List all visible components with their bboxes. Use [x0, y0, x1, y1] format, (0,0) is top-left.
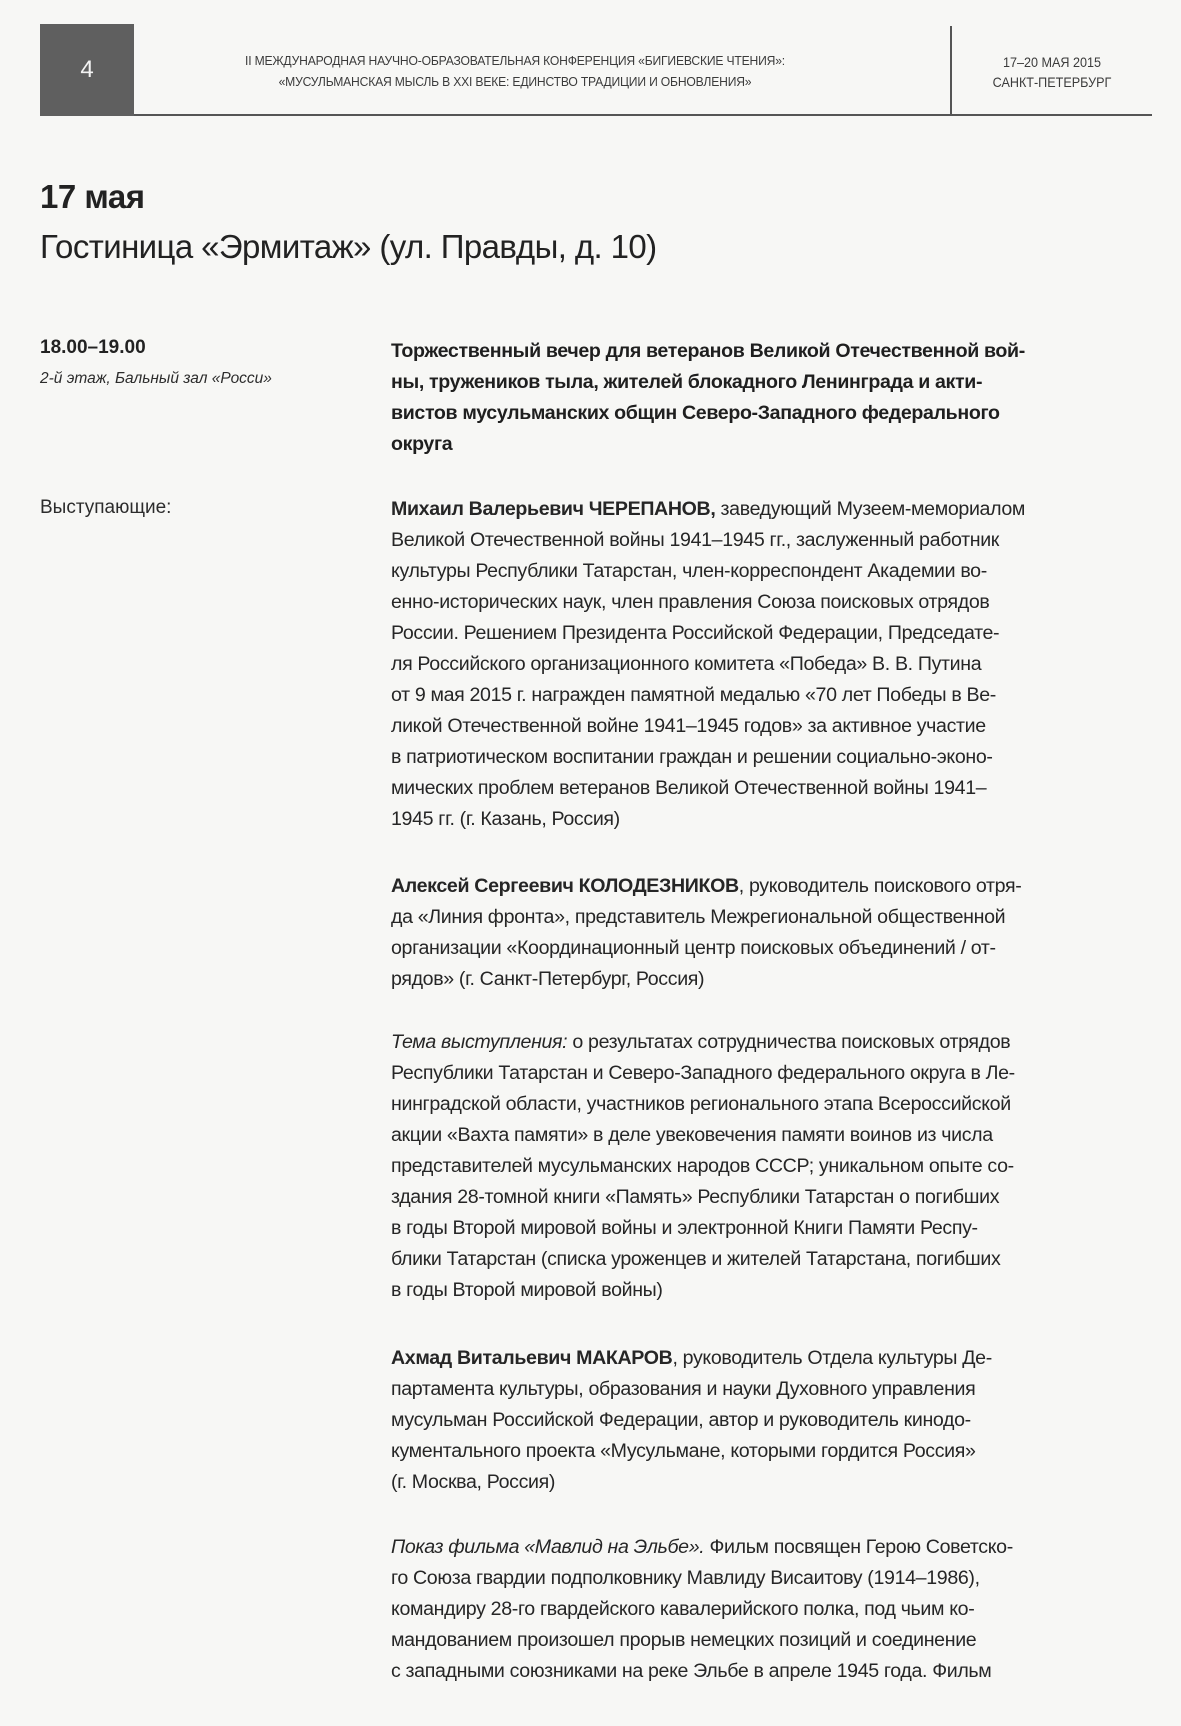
- speaker-makarov: [391, 1343, 1156, 1498]
- session-title-line: округа: [391, 433, 453, 455]
- bio-line: ля Российского организационного комитета «Победа» В. В. Путина: [391, 653, 982, 675]
- session-title-line: Торжественный вечер для ветеранов Великой Отечественной вой-: [391, 340, 1025, 362]
- topic-line: блики Татарстан (списка уроженцев и жителей Татарстана, погибших: [391, 1248, 1001, 1270]
- film-line: с западными союзниками на реке Эльбе в апреле 1945 года. Фильм: [391, 1660, 992, 1682]
- bio-line: в патриотическом воспитании граждан и решении социально-эконо-: [391, 746, 993, 768]
- bio-line: 1945 гг. (г. Казань, Россия): [391, 808, 620, 830]
- header-divider: [134, 114, 1152, 116]
- film-desc-start: Фильм посвящен Герою Советско-: [704, 1536, 1013, 1558]
- speaker-name: Ахмад Витальевич МАКАРОВ: [391, 1347, 673, 1369]
- conference-date-place: [962, 52, 1142, 92]
- speaker-bio-start: , руководитель Отдела культуры Де-: [672, 1347, 992, 1369]
- bio-line: кументального проекта «Мусульмане, которыми гордится Россия»: [391, 1440, 976, 1462]
- bio-line: Великой Отечественной войны 1941–1945 гг., заслуженный работник: [391, 529, 1000, 551]
- bio-line: от 9 мая 2015 г. награжден памятной медалью «70 лет Победы в Ве-: [391, 684, 996, 706]
- page-header: [40, 24, 1152, 116]
- topic-line: здания 28-томной книги «Память» Республики Татарстан о погибших: [391, 1186, 1000, 1208]
- day-date-heading: 17 мая: [40, 178, 145, 215]
- topic-line: представителей мусульманских народов СССР; уникальном опыте со-: [391, 1155, 1014, 1177]
- session-room: 2-й этаж, Бальный зал «Росси»: [40, 370, 272, 387]
- conference-title-line-2: «МУСУЛЬМАНСКАЯ МЫСЛЬ В XXI ВЕКЕ: ЕДИНСТВО ТРАДИЦИИ И ОБНОВЛЕНИЯ»: [278, 74, 752, 89]
- topic-line: Республики Татарстан и Северо-Западного федерального округа в Ле-: [391, 1062, 1015, 1084]
- film-line: командиру 28-го гвардейского кавалерийского полка, под чьим ко-: [391, 1598, 975, 1620]
- bio-line: мических проблем ветеранов Великой Отечественной войны 1941–: [391, 777, 987, 799]
- conference-title-line-1: II МЕЖДУНАРОДНАЯ НАУЧНО-ОБРАЗОВАТЕЛЬНАЯ КОНФЕРЕНЦИЯ «БИГИЕВСКИЕ ЧТЕНИЯ»:: [245, 53, 785, 68]
- conference-city: САНКТ-ПЕТЕРБУРГ: [992, 74, 1112, 90]
- bio-line: культуры Республики Татарстан, член-корреспондент Академии во-: [391, 560, 987, 582]
- topic-line: акции «Вахта памяти» в деле увековечения памяти воинов из числа: [391, 1124, 993, 1146]
- speaker-cherepanov: [391, 494, 1156, 835]
- speaker-bio-start: , руководитель поискового отря-: [738, 875, 1022, 897]
- topic-line: нинградской области, участников регионального этапа Всероссийской: [391, 1093, 1011, 1115]
- speakers-label: Выступающие:: [40, 497, 172, 518]
- bio-line: России. Решением Президента Российской Федерации, Председате-: [391, 622, 1000, 644]
- bio-line: организации «Координационный центр поисковых объединений / от-: [391, 937, 996, 959]
- speaker-name: Алексей Сергеевич КОЛОДЕЗНИКОВ: [391, 875, 739, 897]
- film-screening: [391, 1532, 1156, 1687]
- speaker-name: Михаил Валерьевич ЧЕРЕПАНОВ,: [391, 498, 716, 520]
- page-number: 4: [40, 24, 134, 116]
- bio-line: да «Линия фронта», представитель Межрегиональной общественной: [391, 906, 1006, 928]
- film-line: го Союза гвардии подполковнику Мавлиду Висаитову (1914–1986),: [391, 1567, 980, 1589]
- bio-line: енно-исторических наук, член правления Союза поисковых отрядов: [391, 591, 990, 613]
- bio-line: ликой Отечественной войне 1941–1945 годов» за активное участие: [391, 715, 986, 737]
- topic-line: в годы Второй мировой войны): [391, 1279, 663, 1301]
- session-time: 18.00–19.00: [40, 337, 146, 358]
- session-title-line: вистов мусульманских общин Северо-Западного федерального: [391, 402, 1000, 424]
- bio-line: рядов» (г. Санкт-Петербург, Россия): [391, 968, 705, 990]
- speaker-bio-start: заведующий Музеем-мемориалом: [715, 498, 1026, 520]
- header-vertical-divider: [950, 26, 952, 116]
- speech-topic: [391, 1027, 1156, 1306]
- speaker-kolodeznikov: [391, 871, 1156, 995]
- bio-line: партамента культуры, образования и науки Духовного управления: [391, 1378, 976, 1400]
- session-title: [391, 336, 1156, 460]
- film-line: мандованием произошел прорыв немецких позиций и соединение: [391, 1629, 977, 1651]
- session-title-line: ны, тружеников тыла, жителей блокадного Ленинграда и акти-: [391, 371, 983, 393]
- venue-heading: Гостиница «Эрмитаж» (ул. Правды, д. 10): [40, 228, 657, 265]
- conference-title: [179, 50, 851, 92]
- conference-dates: 17–20 МАЯ 2015: [1002, 54, 1102, 70]
- topic-label: Тема выступления:: [391, 1031, 568, 1053]
- topic-start: о результатах сотрудничества поисковых отрядов: [567, 1031, 1011, 1053]
- bio-line: мусульман Российской Федерации, автор и руководитель кинодо-: [391, 1409, 971, 1431]
- topic-line: в годы Второй мировой войны и электронной Книги Памяти Респу-: [391, 1217, 978, 1239]
- bio-line: (г. Москва, Россия): [391, 1471, 556, 1493]
- film-label: Показ фильма «Мавлид на Эльбе».: [391, 1536, 705, 1558]
